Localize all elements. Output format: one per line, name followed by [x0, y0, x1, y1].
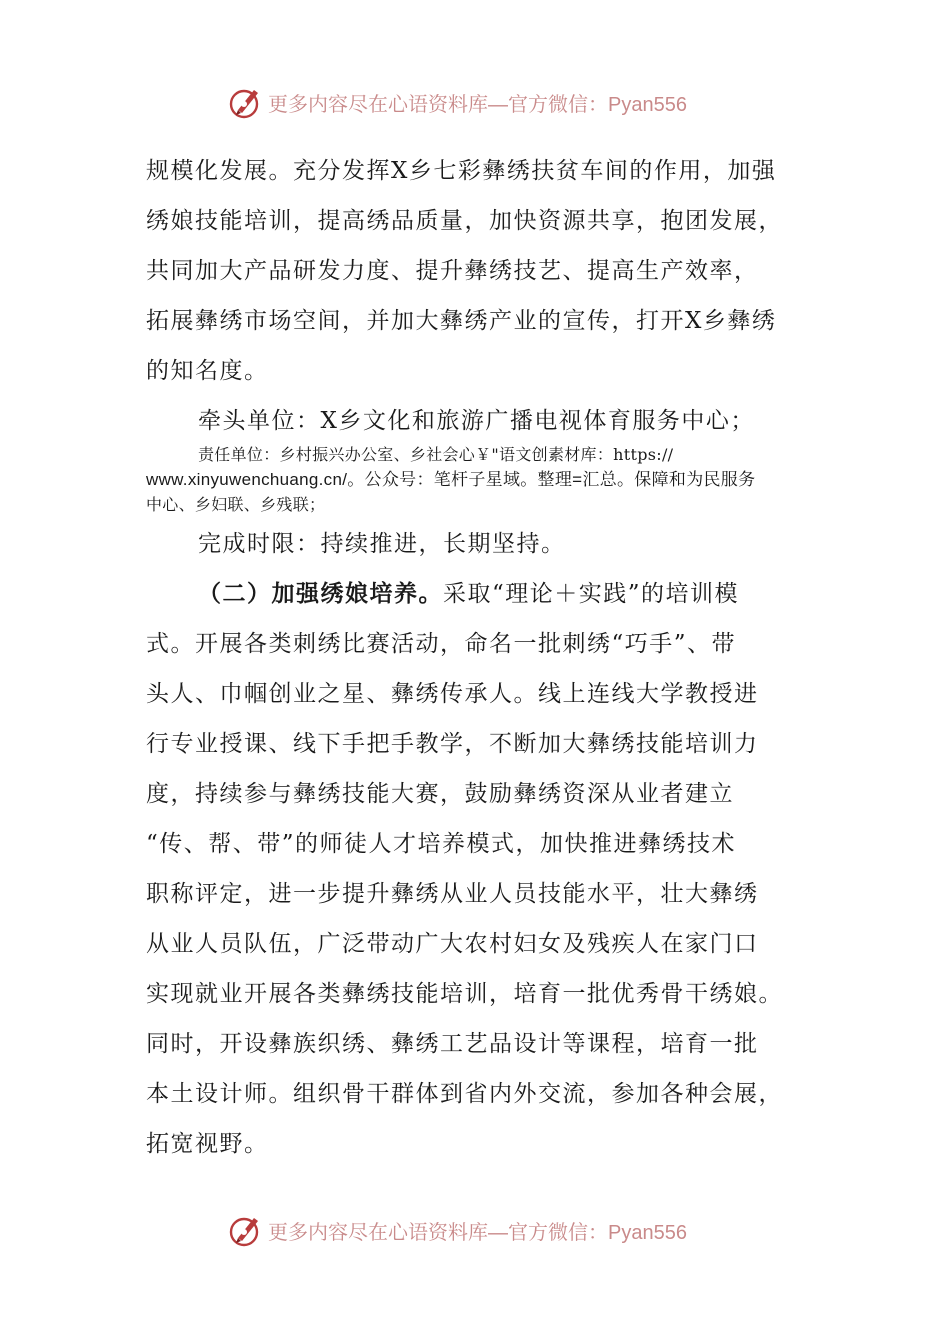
lead-unit-line: 牵头单位：X乡文化和旅游广播电视体育服务中心；: [198, 408, 755, 434]
responsible-line-2: [146, 467, 816, 492]
responsible-text-1: 责任单位：乡村振兴办公室、乡社会心￥"语文创素材库：https://: [198, 445, 674, 464]
footer-banner-text: 更多内容尽在心语资料库: [268, 1219, 488, 1244]
paragraph2-line-11: 拓宽视野。: [146, 1131, 269, 1157]
paragraph1-line-4: 拓展彝绣市场空间，并加大彝绣产业的宣传，打开X乡彝绣: [146, 308, 777, 334]
paragraph1-line-1: 规模化发展。充分发挥X乡七彩彝绣扶贫车间的作用，加强: [146, 158, 777, 184]
paragraph2-line-9: 同时，开设彝族织绣、彝绣工艺品设计等课程，培育一批: [146, 1031, 759, 1057]
paragraph2-line-4: 度，持续参与彝绣技能大赛，鼓励彝绣资深从业者建立: [146, 781, 734, 807]
footer-banner-wechat-text: —官方微信：Pyan556: [488, 1221, 687, 1244]
section-heading: （二）加强绣娘培养。: [198, 580, 443, 607]
paragraph2-line-1: 式。开展各类刺绣比赛活动，命名一批刺绣“巧手”、带: [146, 631, 737, 657]
responsible-line-1: [146, 442, 816, 467]
banner-text: 更多内容尽在心语资料库: [268, 91, 488, 116]
paragraph2-line-6: 职称评定，进一步提升彝绣从业人员技能水平，壮大彝绣: [146, 881, 759, 907]
pen-logo-icon: [228, 1212, 264, 1248]
footer-banner: [228, 1210, 687, 1250]
paragraph1-line-3: 共同加大产品研发力度、提升彝绣技艺、提高生产效率，: [146, 258, 759, 284]
pen-logo-icon: [228, 84, 264, 120]
paragraph2-line-10: 本土设计师。组织骨干群体到省内外交流，参加各种会展，: [146, 1081, 783, 1107]
responsible-line-3: [146, 492, 816, 517]
deadline-line: 完成时限：持续推进，长期坚持。: [198, 531, 566, 557]
paragraph2-line-2: 头人、巾帼创业之星、彝绣传承人。线上连线大学教授进: [146, 681, 759, 707]
header-banner: [228, 82, 687, 122]
paragraph2-line-5: “传、帮、带”的师徒人才培养模式，加快推进彝绣技术: [146, 831, 737, 857]
paragraph2-line-3: 行专业授课、线下手把手教学，不断加大彝绣技能培训力: [146, 731, 759, 757]
paragraph2-first-rest: 采取“理论＋实践”的培训模: [443, 581, 740, 607]
paragraph1-line-5: 的知名度。: [146, 358, 269, 384]
paragraph1-line-2: 绣娘技能培训，提高绣品质量，加快资源共享，抱团发展，: [146, 208, 783, 234]
paragraph2-line-7: 从业人员队伍，广泛带动广大农村妇女及残疾人在家门口: [146, 931, 759, 957]
paragraph2-first-line: [198, 569, 739, 619]
responsible-text-2: www.xinyuwenchuang.cn/。公众号：笔杆子星域。整理=汇总。保障和为民服务: [146, 470, 756, 489]
paragraph2-line-8: 实现就业开展各类彝绣技能培训，培育一批优秀骨干绣娘。: [146, 981, 783, 1007]
banner-wechat-text: —官方微信：Pyan556: [488, 93, 687, 116]
responsible-text-3: 中心、乡妇联、乡残联；: [146, 495, 326, 514]
